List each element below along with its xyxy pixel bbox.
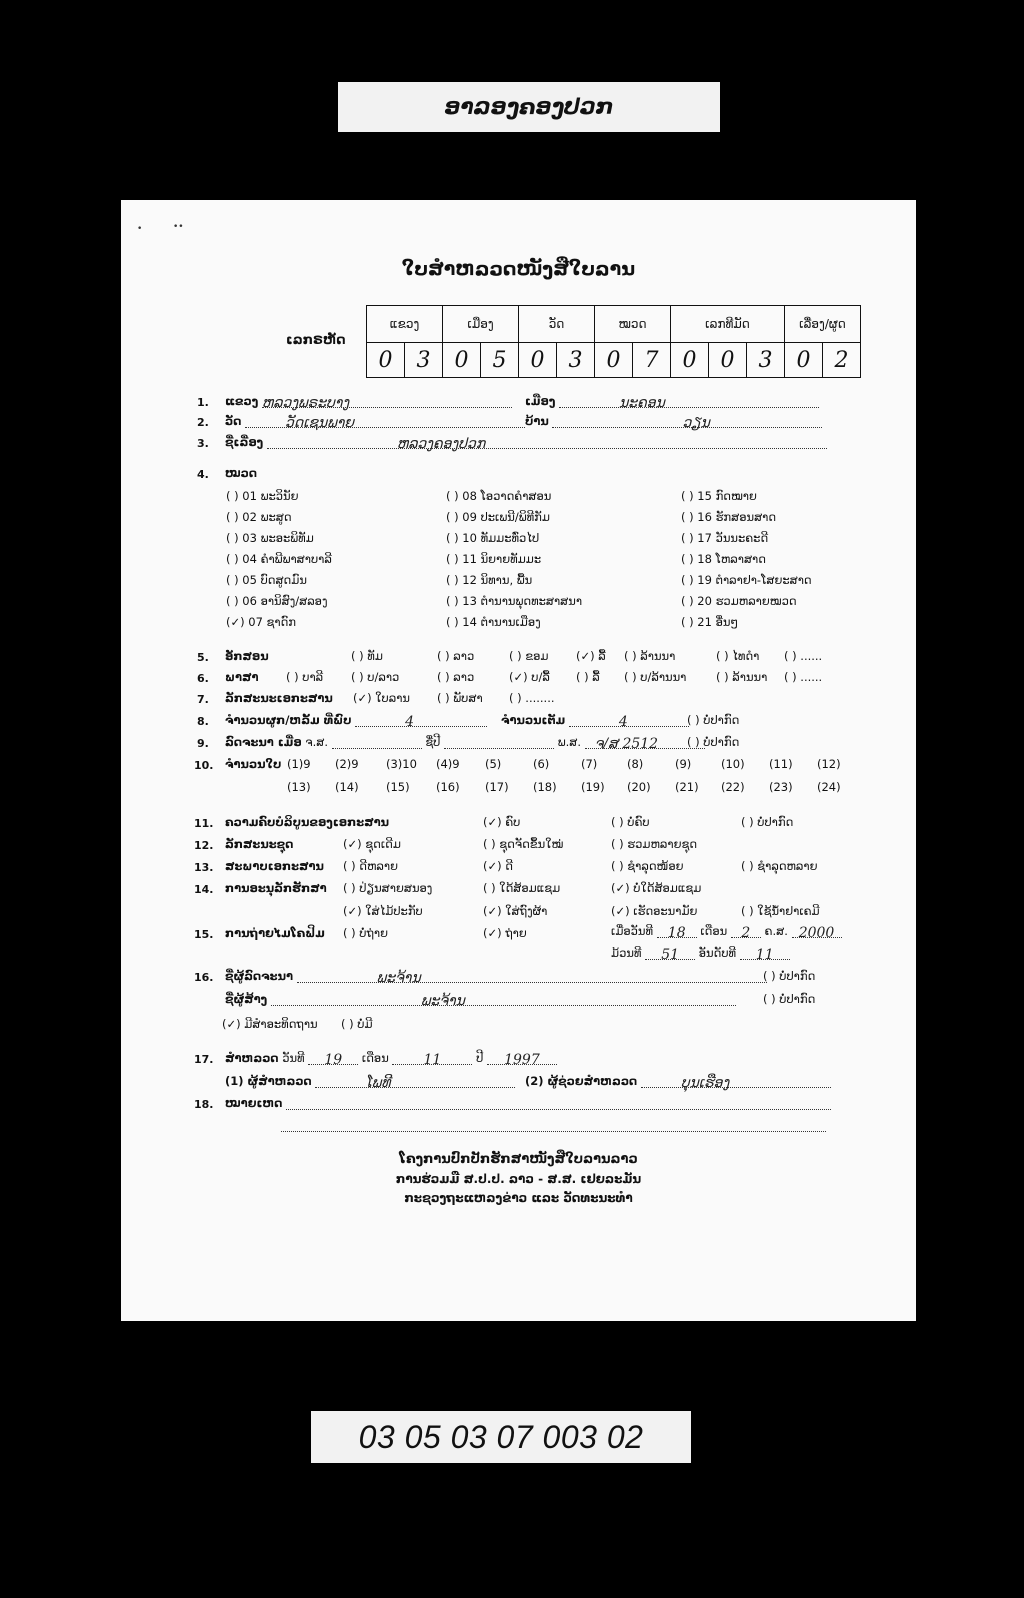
code-digit: 5 [481,343,519,378]
field-value: ພະຈ້ານ [420,993,465,1009]
leaf-count: (12) [817,757,841,771]
category-option[interactable]: ( ) 10 ທັມມະທົ່ວໄປ [446,531,540,545]
field-village [525,414,822,431]
field-district [525,394,819,411]
conservation-option[interactable]: (✓) ໃສ່ໄມ້ປະກັບ [343,904,423,918]
code-header: ເລື່ອງ/ຜູດ [785,306,861,343]
code-header: ແຂວງ [367,306,443,343]
field-line [559,395,819,411]
field-title [225,435,827,452]
language-option[interactable]: ( ) ລາວ [437,670,475,684]
language-option[interactable]: ( ) ລ້ານນາ [716,670,768,684]
field-label: ຊື່ເລື່ອງ [225,435,264,449]
leaf-count: (23) [769,780,793,794]
code-header: ເລກທີມັດ [671,306,785,343]
field-number: 5. [197,651,209,664]
code-digit: 0 [785,343,823,378]
footer-cooperation: ການຮ່ວມມື ສ.ປ.ປ. ລາວ - ສ.ສ. ເຢຍລະມັນ [395,1172,642,1186]
completeness-option[interactable]: ( ) ບໍ່ປາກົດ [741,815,794,829]
era-be-label: ພ.ສ. [557,735,581,749]
field-value: ຫລວງພຣະບາງ [261,395,350,411]
roll-label: ມ້ວນທີ [611,946,642,960]
field-line [286,1097,831,1110]
field-value: 11 [423,1052,442,1068]
category-option[interactable]: ( ) 14 ຕຳນານເມືອງ [446,615,541,629]
category-option[interactable]: ( ) 02 ພະສູດ [226,510,292,524]
field-line [657,925,697,941]
field-line [271,993,736,1009]
category-option[interactable]: ( ) 18 ໂຫລາສາດ [681,552,766,566]
category-option[interactable]: ( ) 17 ວັນນະຄະດີ [681,531,769,545]
field-value: 2000 [798,925,835,941]
code-digit: 3 [747,343,785,378]
day-label: ວັນທີ [282,1051,305,1065]
field-value: 4 [405,714,415,730]
field-label: ເມືອງ [525,394,556,408]
leaf-count: (4)9 [436,757,460,771]
category-option[interactable]: ( ) 01 ພະວິນັຍ [226,489,299,503]
field-number: 12. [194,839,214,852]
script-option[interactable]: (✓) ລື້ [576,649,606,663]
field-author [225,969,767,986]
field-number: 13. [194,861,214,874]
footer-code-label: 03 05 03 07 003 02 [311,1411,691,1463]
condition-option[interactable]: ( ) ຊຳລຸດຫລາຍ [741,859,818,873]
leaf-count: (19) [581,780,605,794]
field-value: ວຽນ [682,415,710,431]
field-line [731,925,761,941]
field-number: 10. [194,759,214,772]
field-value: ພະຈ້ານ [376,970,421,986]
leaf-count: (24) [817,780,841,794]
field-line [552,415,822,431]
leaf-count: (14) [335,780,359,794]
field-label: ຈຳນວນຜູກ/ຫລັ້ມ ທີ່ພົບ [225,713,352,727]
field-number: 4. [197,468,209,481]
conservation-option[interactable]: ( ) ປ່ຽນສາຍສນອງ [343,881,433,895]
leaf-count: (13) [287,780,311,794]
field-number: 16. [194,971,214,984]
leaf-count: (18) [533,780,557,794]
leaf-count: (16) [436,780,460,794]
category-option[interactable]: ( ) 21 ອື່ນໆ [681,615,739,629]
code-digit: 0 [709,343,747,378]
leaf-count: (11) [769,757,793,771]
conservation-option[interactable]: ( ) ໃຊ້ນ້ຳຢາເຄມີ [741,904,820,918]
field-line [281,1119,826,1132]
category-option[interactable]: (✓) 07 ຊາດົກ [226,615,297,629]
script-option[interactable]: ( ) ໄທດຳ [716,649,760,663]
conservation-option[interactable]: ( ) ໃດ້ສ້ອມແຊມ [483,881,561,895]
field-label: (1) ຜູ້ສຳຫລວດ [225,1074,312,1088]
field-label: ການອະນຸລັກຮັກສາ [225,881,327,895]
field-line [245,415,525,431]
leaf-count: (3)10 [386,757,417,771]
field-line [645,947,695,963]
code-digit: 0 [443,343,481,378]
field-province [225,394,512,411]
field-line [740,947,790,963]
field-number: 17. [194,1053,214,1066]
document-type-option[interactable]: ( ) ........ [509,691,555,705]
language-option[interactable]: ( ) ບ/ລ້ານນາ [624,670,687,684]
field-label: ລັກສະນະຊຸດ [225,837,294,851]
conservation-option[interactable]: (✓) ເຮັດອະນາມັຍ [611,904,698,918]
field-line [267,436,827,452]
category-option[interactable]: ( ) 16 ຮັກສອນສາດ [681,510,777,524]
code-digit: 0 [671,343,709,378]
field-line [444,736,554,749]
script-option[interactable]: ( ) ລາວ [437,649,475,663]
field-sponsor [225,992,736,1009]
footer-ministry: ກະຊວງຖະແຫລງຂ່າວ ແລະ ວັດທະນະທຳ [404,1191,633,1205]
category-option[interactable]: ( ) 13 ຕຳນານພຸດທະສາສນາ [446,594,583,608]
code-digit: 0 [595,343,633,378]
leaf-count: (10) [721,757,745,771]
field-bundles-found [225,713,487,730]
field-value: ນະຄອນ [619,395,665,411]
microfilm-option[interactable]: (✓) ຖ່າຍ [483,926,527,940]
field-label: ລົດຈະນາ ເມື່ອ [225,735,302,749]
completeness-option[interactable]: (✓) ຄົບ [483,815,521,829]
field-number: 11. [194,817,214,830]
assistant-signature: ບຸນເຮືອງ [680,1075,730,1091]
field-line [487,1052,557,1068]
code-digit: 3 [405,343,443,378]
field-label: ຈຳນວນເຕັມ [501,713,566,727]
category-option[interactable]: ( ) 05 ບົດສູດມົນ [226,573,307,587]
field-value: 1997 [504,1052,540,1068]
month-label: ເດືອນ [361,1051,389,1065]
survey-form [121,200,916,1321]
completeness-option[interactable]: ( ) ບໍ່ຄົບ [611,815,650,829]
field-line [792,925,842,941]
condition-option[interactable]: ( ) ຊຳລຸດໜ້ອຍ [611,859,684,873]
language-option[interactable]: (✓) ບ/ລື້ [509,670,550,684]
field-value: 11 [755,947,774,963]
field-number: 7. [197,693,209,706]
order-label: ອັນດັບທີ [698,946,737,960]
dedication-option[interactable]: (✓) ມີສຳອະທິດຖານ [222,1017,318,1031]
leaf-count: (21) [675,780,699,794]
category-option[interactable]: ( ) 11 ນິຍາຍທັມມະ [446,552,542,566]
code-header: ວັດ [519,306,595,343]
leaf-count: (20) [627,780,651,794]
field-value: ຈ/ສ 2512 [594,736,659,752]
language-option[interactable]: ( ) ບ/ລາວ [351,670,400,684]
field-label: ໝວດ [225,466,257,480]
field-label: ວັດ [225,414,242,428]
field-number: 15. [194,928,214,941]
field-value: 51 [661,947,680,963]
leaf-count: (9) [675,757,692,771]
field-survey-date [225,1051,557,1068]
field-line [569,714,689,730]
category-option[interactable]: ( ) 04 ຄຳພີພາສາບາລີ [226,552,332,566]
category-option[interactable]: ( ) 08 ໂອວາດຄຳສອນ [446,489,552,503]
code-digit: 7 [633,343,671,378]
field-line [641,1075,831,1091]
leaf-count: (5) [485,757,502,771]
leaf-count: (22) [721,780,745,794]
field-value: 2 [741,925,751,941]
field-value: ວັດເຊນພາຍ [284,415,355,431]
field-label: ສະພາບເອກະສານ [225,859,324,873]
leaf-count: (7) [581,757,598,771]
code-header: ໝວດ [595,306,671,343]
code-digit: 0 [519,343,557,378]
dedication-option[interactable]: ( ) ບໍ່ມີ [341,1017,373,1031]
month-label: ເດືອນ [700,924,728,938]
code-header: ເມືອງ [443,306,519,343]
script-option[interactable]: ( ) ຂອມ [509,649,549,663]
field-number: 18. [194,1098,214,1111]
field-label: ພາສາ [225,670,259,684]
field-label: ບ້ານ [525,414,549,428]
field-line [332,736,422,749]
era-cs-label: ຈ.ສ. [305,735,328,749]
field-label: ຊື່ຜູ້ລົດຈະນາ [225,969,293,983]
document-type-option[interactable]: ( ) ພັບສາ [437,691,483,705]
field-line [392,1052,472,1068]
year-label: ປີ [476,1051,484,1065]
code-table [366,305,861,378]
field-label: ແຂວງ [225,394,259,408]
unknown-option[interactable]: ( ) ບໍ່ປາກົດ [763,969,816,983]
field-microfilm-date [611,924,842,941]
leaf-count: (15) [386,780,410,794]
field-label: ລັກສະນະເອກະສານ [225,691,333,705]
field-value: ຫລວງຄອງປວກ [396,436,486,452]
code-digit: 2 [823,343,861,378]
field-number: 6. [197,672,209,685]
field-temple [225,414,525,431]
condition-option[interactable]: (✓) ດີ [483,859,513,873]
field-number: 9. [197,737,209,750]
field-line [355,714,487,730]
script-option[interactable]: ( ) ທັມ [351,649,383,663]
field-value: 18 [667,925,686,941]
microfilm-option[interactable]: ( ) ບໍ່ຖ່າຍ [343,926,388,940]
script-option[interactable]: ( ) ລ້ານນາ [624,649,676,663]
scan-speck: • [137,224,143,234]
unknown-option[interactable]: ( ) ບໍ່ປາກົດ [687,735,740,749]
category-option[interactable]: ( ) 19 ຕຳລາຢາ-ໂສຍະສາດ [681,573,812,587]
language-option[interactable]: ( ) ລື້ [576,670,600,684]
conservation-option[interactable]: (✓) ໃສ່ຖົງຜ້າ [483,904,548,918]
leaf-count: (1)9 [287,757,311,771]
code-digit: 0 [367,343,405,378]
field-assistant [525,1074,831,1091]
leaf-count: (17) [485,780,509,794]
field-remarks-line [281,1118,826,1132]
form-title: ໃບສຳຫລວດໜັງສືໃບລານ [401,258,636,280]
field-surveyor [225,1074,515,1091]
code-digit: 3 [557,343,595,378]
set-option[interactable]: (✓) ຊຸດເດີມ [343,837,401,851]
year-label: ຄ.ສ. [764,924,788,938]
field-number: 8. [197,715,209,728]
unknown-option[interactable]: ( ) ບໍ່ປາກົດ [763,992,816,1006]
field-label: ການຖ່າຍໄມໂຄຟິມ [225,926,325,940]
field-label: ຈຳນວນໃບ [225,757,282,771]
surveyor-signature: ໂພທີ [365,1075,391,1091]
language-option[interactable]: ( ) ...... [784,670,823,684]
leaf-count: (8) [627,757,644,771]
category-option[interactable]: ( ) 09 ປະເພນີ/ພິທີກັມ [446,510,550,524]
field-bundles-total [501,713,689,730]
leaf-count: (2)9 [335,757,359,771]
conservation-option[interactable]: (✓) ບໍ່ໃດ້ສ້ອມແຊມ [611,881,702,895]
field-number: 2. [197,416,209,429]
field-label: ຄວາມຄົບບໍລິບູນຂອງເອກະສານ [225,815,390,829]
category-option[interactable]: ( ) 20 ຮວມຫລາຍໝວດ [681,594,797,608]
field-number: 1. [197,396,209,409]
field-label: ອັກສອນ [225,649,269,663]
category-option[interactable]: ( ) 12 ນິທານ, ພື້ນ [446,573,533,587]
field-written-date [225,735,705,752]
field-value: 4 [618,714,628,730]
field-line [308,1052,358,1068]
field-label: ໝາຍເຫດ [225,1096,283,1110]
field-label: (2) ຜູ້ຊ່ວຍສຳຫລວດ [525,1074,638,1088]
code-label: ເລກຣຫັດ [286,333,346,348]
field-number: 14. [194,883,214,896]
unknown-option[interactable]: ( ) ບໍ່ປາກົດ [687,713,740,727]
field-label: ສຳຫລວດ [225,1051,279,1065]
scan-speck: •• [173,222,184,232]
document-type-option[interactable]: (✓) ໃບລານ [353,691,410,705]
field-value: 19 [324,1052,343,1068]
field-label: ຊື່ຜູ້ສ້າງ [225,992,268,1006]
category-option[interactable]: ( ) 15 ກົດໝາຍ [681,489,757,503]
category-option[interactable]: ( ) 06 ອານິສົງ/ສລອງ [226,594,328,608]
header-label: ອາລອງຄອງປວກ [338,82,720,132]
field-microfilm-roll [611,946,790,963]
leaf-count: (6) [533,757,550,771]
year-name-label: ຊື່ປີ [425,735,441,749]
condition-option[interactable]: ( ) ດີຫລາຍ [343,859,398,873]
set-option[interactable]: ( ) ຮວມຫລາຍຊຸດ [611,837,698,851]
field-line [297,970,767,986]
footer-project: ໂຄງການປົກປັກຮັກສາໜັງສືໃບລານລາວ [399,1152,638,1167]
field-remarks [225,1096,831,1110]
script-option[interactable]: ( ) ...... [784,649,823,663]
set-option[interactable]: ( ) ຊຸດຈັດຂຶ້ນໃໝ່ [483,837,564,851]
date-label: ເມື່ອວັນທີ [611,924,654,938]
field-line [261,395,512,411]
field-number: 3. [197,437,209,450]
category-option[interactable]: ( ) 03 ພະອະພິທັມ [226,531,314,545]
language-option[interactable]: ( ) ບາລີ [286,670,324,684]
field-line [315,1075,515,1091]
